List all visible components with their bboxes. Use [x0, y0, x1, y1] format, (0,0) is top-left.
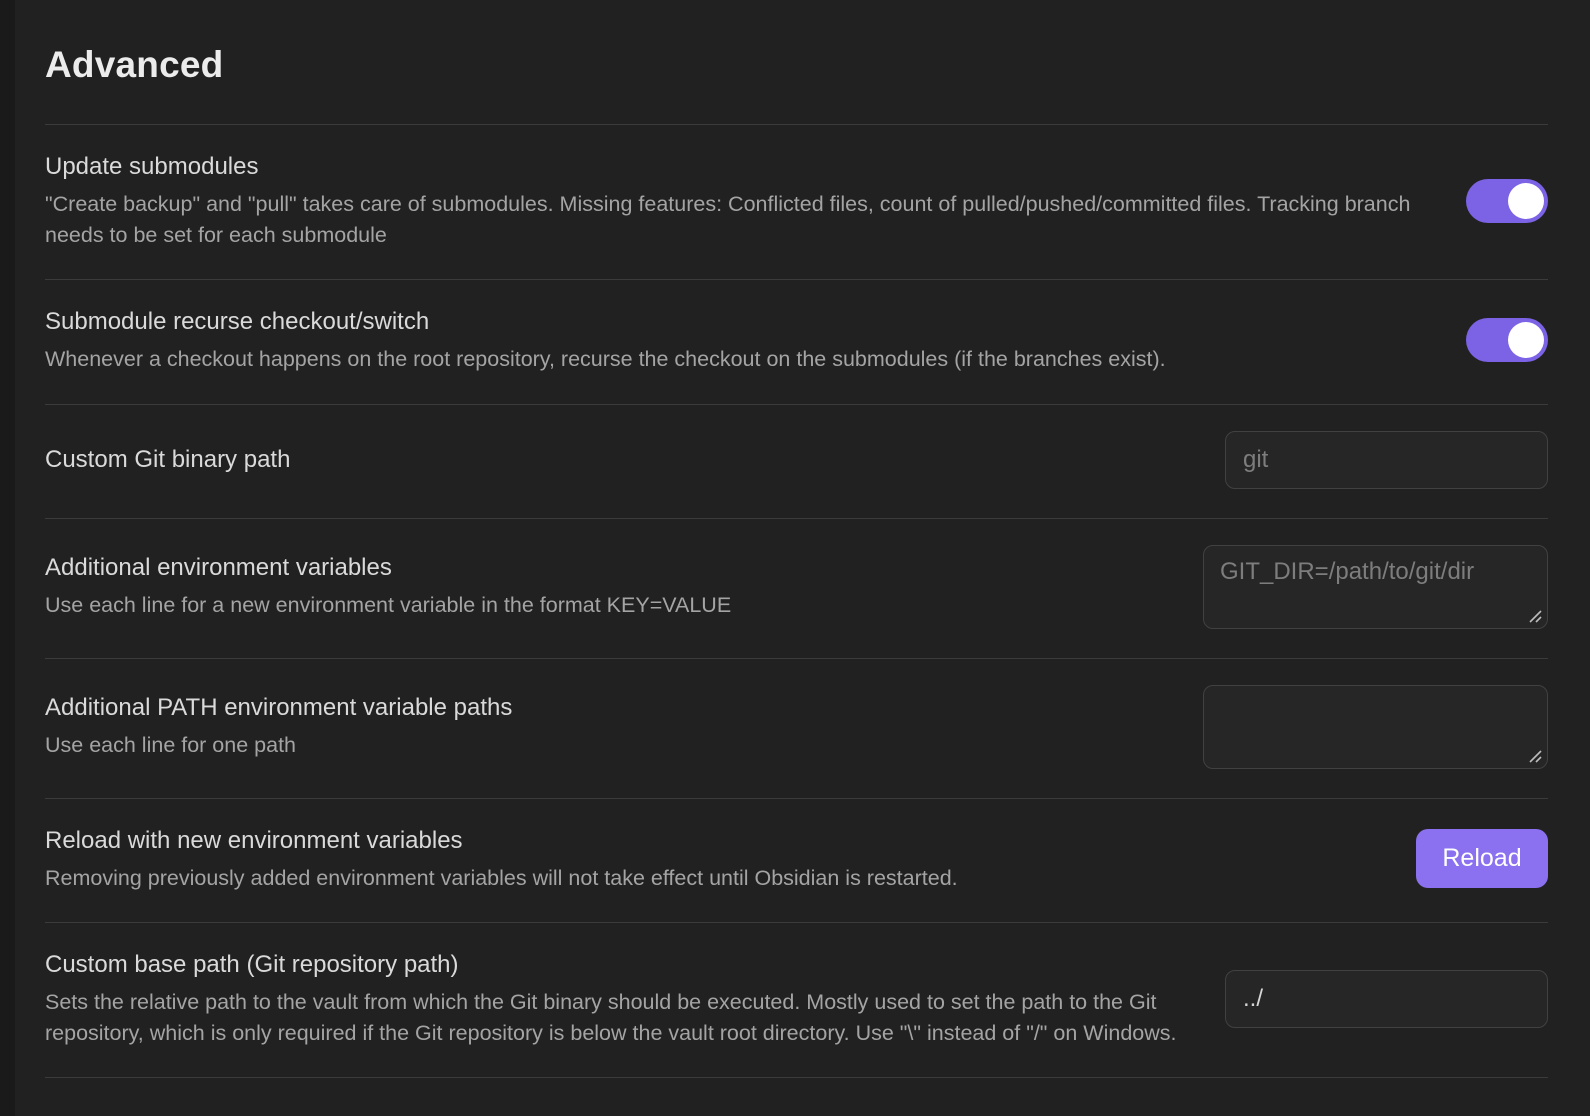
setting-description: Use each line for a new environment variable in the format KEY=VALUE	[45, 593, 732, 618]
setting-name: Custom Git binary path	[45, 445, 291, 473]
setting-description: "Create backup" and "pull" takes care of submodules. Missing features: Conflicted files, count of pulled/pushed/committed files. Tracking branch needs to be set for each submodule	[45, 192, 1411, 247]
setting-custom-base-path	[45, 922, 1548, 1077]
setting-info	[45, 825, 1378, 894]
custom-base-path-input[interactable]	[1225, 970, 1548, 1028]
setting-name: Reload with new environment variables	[45, 826, 463, 854]
env-variables-textarea[interactable]	[1203, 545, 1548, 629]
setting-info	[45, 692, 1165, 761]
setting-info	[45, 151, 1428, 250]
update-submodules-toggle[interactable]	[1466, 179, 1548, 223]
path-variables-field	[1203, 685, 1548, 769]
setting-env-variables	[45, 518, 1548, 658]
setting-info	[45, 552, 1165, 621]
setting-git-binary-path	[45, 404, 1548, 518]
setting-update-submodules	[45, 124, 1548, 279]
git-binary-path-input[interactable]	[1225, 431, 1548, 489]
setting-info	[45, 949, 1187, 1048]
setting-path-variables	[45, 658, 1548, 798]
setting-name: Custom base path (Git repository path)	[45, 951, 459, 978]
reload-button[interactable]: Reload	[1416, 829, 1548, 888]
path-variables-textarea[interactable]	[1203, 685, 1548, 769]
submodule-recurse-toggle[interactable]	[1466, 318, 1548, 362]
setting-info	[45, 306, 1428, 375]
setting-name: Additional environment variables	[45, 554, 392, 582]
setting-name: Additional PATH environment variable paths	[45, 694, 513, 722]
toggle-knob-icon	[1508, 183, 1544, 219]
setting-name: Submodule recurse checkout/switch	[45, 308, 430, 335]
divider	[45, 1077, 1548, 1078]
setting-description: Sets the relative path to the vault from which the Git binary should be executed. Mostly used to set the path to the Git repository, which is only required if the Git repository is below the vault root directory. Use "\" instead of "/" on Windows.	[45, 990, 1177, 1045]
setting-description: Whenever a checkout happens on the root repository, recurse the checkout on the submodules (if the branches exist).	[45, 347, 1166, 371]
setting-description: Removing previously added environment variables will not take effect until Obsidian is restarted.	[45, 865, 958, 890]
setting-description: Use each line for one path	[45, 733, 296, 758]
page-title: Advanced	[45, 44, 224, 85]
settings-panel	[15, 0, 1590, 1116]
setting-submodule-recurse	[45, 279, 1548, 404]
setting-reload-env	[45, 798, 1548, 923]
toggle-knob-icon	[1508, 322, 1544, 358]
env-variables-field	[1203, 545, 1548, 629]
setting-info	[45, 444, 1187, 476]
setting-name: Update submodules	[45, 153, 259, 180]
